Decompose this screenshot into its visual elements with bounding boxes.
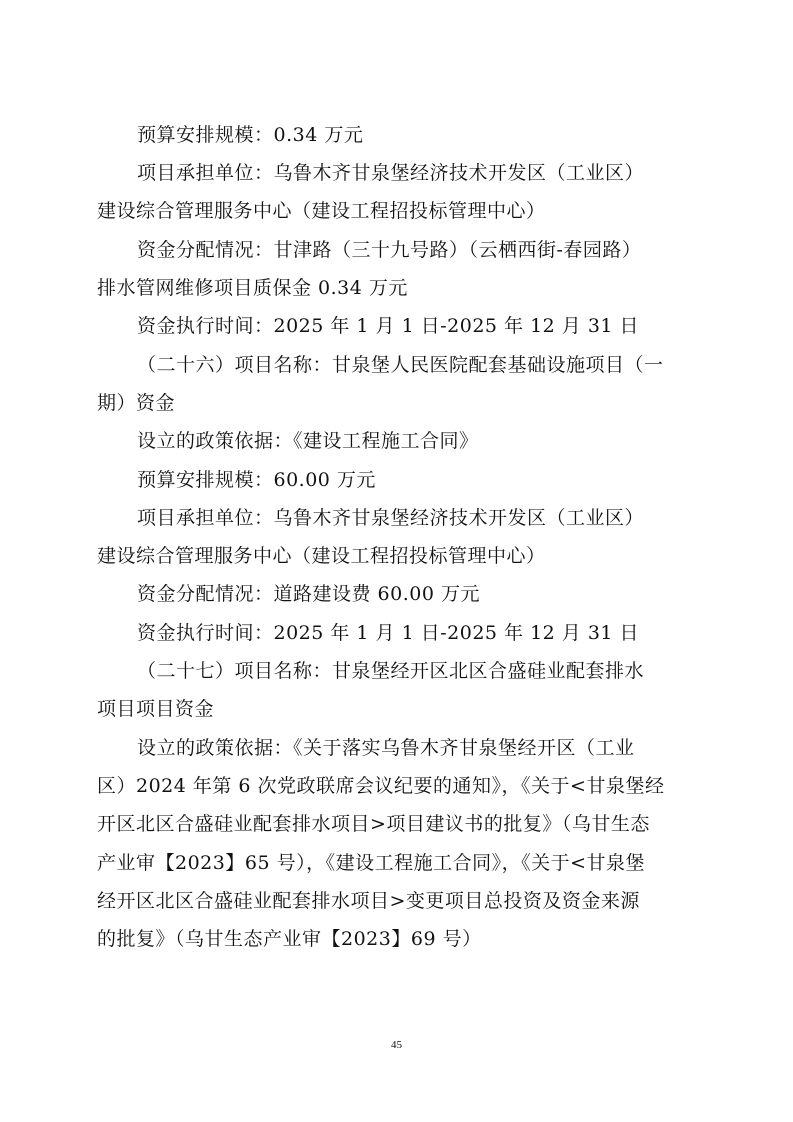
policy-basis-continuation: 的批复》（乌甘生态产业审【2023】69 号） (97, 928, 482, 950)
undertaking-unit-continuation: 建设综合管理服务中心（建设工程招投标管理中心） (97, 545, 546, 567)
execution-time-line: 资金执行时间：2025 年 1 月 1 日-2025 年 12 月 31 日 (137, 315, 640, 337)
policy-basis-line: 设立的政策依据：《建设工程施工合同》 (137, 430, 479, 452)
fund-allocation-continuation: 排水管网维修项目质保金 0.34 万元 (97, 277, 408, 299)
fund-allocation-line: 资金分配情况：甘津路（三十九号路）（云栖西街-春园路） (137, 239, 642, 261)
policy-basis-continuation: 经开区北区合盛硅业配套排水项目>变更项目总投资及资金来源 (97, 890, 640, 912)
execution-time-line: 资金执行时间：2025 年 1 月 1 日-2025 年 12 月 31 日 (137, 622, 640, 644)
undertaking-unit-line: 项目承担单位：乌鲁木齐甘泉堡经济技术开发区（工业区） (137, 162, 645, 184)
budget-scale-line: 预算安排规模：60.00 万元 (137, 469, 376, 491)
page-number: 45 (391, 1039, 402, 1051)
fund-allocation-line: 资金分配情况：道路建设费 60.00 万元 (137, 583, 480, 605)
policy-basis-line: 设立的政策依据：《关于落实乌鲁木齐甘泉堡经开区（工业 (137, 737, 635, 759)
policy-basis-continuation: 区）2024 年第 6 次党政联席会议纪要的通知》，《关于<甘泉堡经 (97, 775, 665, 797)
budget-scale-line: 预算安排规模：0.34 万元 (137, 124, 364, 146)
undertaking-unit-line: 项目承担单位：乌鲁木齐甘泉堡经济技术开发区（工业区） (137, 507, 645, 529)
policy-basis-continuation: 开区北区合盛硅业配套排水项目>项目建议书的批复》（乌甘生态 (97, 813, 650, 835)
project-26-heading-continuation: 期）资金 (97, 392, 176, 414)
undertaking-unit-continuation: 建设综合管理服务中心（建设工程招投标管理中心） (97, 200, 546, 222)
policy-basis-continuation: 产业审【2023】65 号），《建设工程施工合同》，《关于<甘泉堡 (97, 852, 645, 874)
project-26-heading: （二十六）项目名称：甘泉堡人民医院配套基础设施项目（一 (137, 354, 664, 376)
project-27-heading-continuation: 项目项目资金 (97, 698, 215, 720)
project-27-heading: （二十七）项目名称：甘泉堡经开区北区合盛硅业配套排水 (137, 660, 645, 682)
